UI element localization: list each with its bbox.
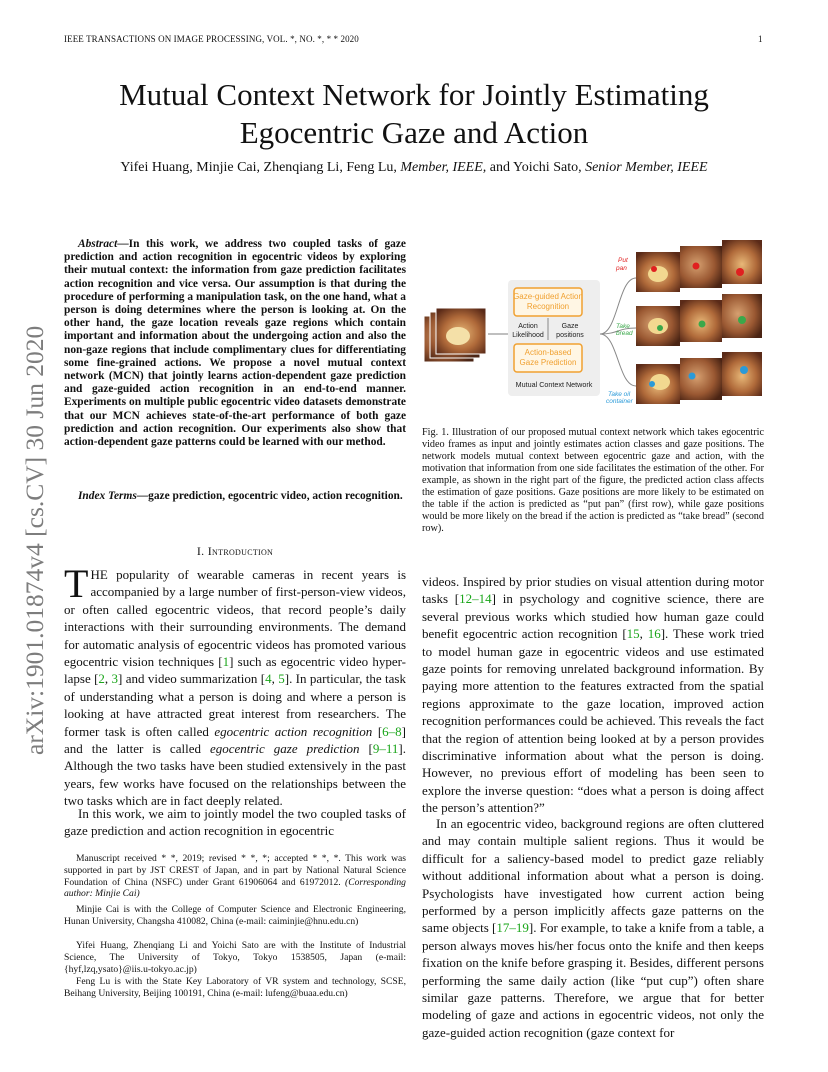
right-paragraph-2 — [422, 815, 764, 1041]
abstract — [64, 238, 406, 449]
label-take-oil: Take oil container — [606, 391, 633, 405]
section-name: Introduction — [207, 544, 274, 558]
text-run: [ — [359, 741, 373, 757]
author-list — [64, 160, 764, 176]
gaze-positions-label: Gaze positions — [556, 323, 584, 339]
frames-row-put-pan — [636, 240, 762, 292]
emphasis: egocentric gaze prediction — [209, 741, 360, 757]
citation-link[interactable]: 9–11 — [372, 741, 399, 757]
paper-title: Mutual Context Network for Jointly Estimating Egocentric Gaze and Action — [119, 77, 709, 150]
emphasis: egocentric action recognition — [214, 723, 373, 739]
input-frames — [424, 308, 486, 362]
drop-cap: T — [64, 561, 89, 606]
frames-row-take-oil — [636, 352, 762, 404]
citation-link[interactable]: 15 — [626, 626, 640, 642]
text-run: , — [271, 671, 279, 687]
page-number: 1 — [758, 34, 763, 44]
index-terms — [64, 490, 406, 503]
label-take-bread: Take bread — [616, 323, 633, 337]
text-run: [ — [372, 723, 383, 739]
intro-paragraph-1 — [64, 561, 407, 810]
footnote-cai: Minjie Cai is with the College of Computer Science and Electronic Engineering, Hunan University, Changsha 410082, China (e-mail: caiminjie@hnu.edu.cn) — [64, 904, 406, 927]
citation-link[interactable]: 17–19 — [496, 920, 529, 936]
citation-link[interactable]: 5 — [278, 671, 285, 687]
text-run: ] in psychology and cognitive science, there are several previous works which studied how human gaze could benefit egocentric action recognition [ — [422, 591, 764, 642]
author-senior-note: Senior Member, IEEE — [585, 160, 708, 175]
citation-link[interactable]: 6–8 — [382, 723, 402, 739]
citation-link[interactable]: 12–14 — [459, 591, 492, 607]
footnote-text: Manuscript received * *, 2019; revised * *, *; accepted * *, *. This work was supported in part by JST CREST of Japan, and in part by National Natural Science Foundation of China (NSFC) under Grant 61906064 and 61972012. — [64, 853, 406, 888]
figure-1 — [422, 236, 764, 412]
citation-link[interactable]: 1 — [222, 654, 230, 670]
section-heading — [64, 544, 406, 559]
index-terms-lead: Index Terms — [78, 490, 137, 502]
abstract-lead: Abstract — [78, 238, 118, 250]
frames-row-take-bread — [636, 294, 762, 346]
text-run: , — [639, 626, 648, 642]
box-top-label: Gaze-guided Action Recognition — [513, 292, 583, 311]
text-run: ]. These work tried to model human gaze in egocentric videos and use estimated gaze points for removing unrelated background information. By paying more attention to the features extracted from the spatial regions approximate to the gaze location, improved action recognition performances could be achieved. This reveals the fact that the region of attention being looked at by a person provides discriminative information about what the person is doing. However, no previous effort of modeling has been seen to explore the inverse question: “does what a person is doing affect the person’s attention?” — [422, 626, 764, 816]
footnote-lu: Feng Lu is with the State Key Laboratory of VR system and technology, SCSE, Beihang University, Beijing 100191, China (e-mail: lufeng@buaa.edu.cn) — [64, 976, 406, 999]
text-run: ] and video summarization [ — [118, 671, 266, 687]
citation-link[interactable]: 16 — [647, 626, 661, 642]
label-put-pan: Put pan — [616, 257, 628, 272]
action-likelihood-label: Action Likelihood — [512, 323, 544, 339]
text-run: In an egocentric video, background regions are often cluttered and may contain multiple salient regions. Thus it would be difficult for a saliency-based model to predict gaze reliably without additional information about what a person is doing. Psychologists have investigated how current action being performed by a person implicitly affects gaze patterns on the same objects [ — [422, 816, 764, 936]
author-member-note: Member, IEEE, — [400, 160, 487, 175]
index-terms-text: —gaze prediction, egocentric video, action recognition. — [136, 490, 403, 502]
author-last: and Yoichi Sato, — [489, 160, 582, 175]
text-run: ] such as egocentric video hyper-lapse [ — [64, 654, 407, 687]
text-run: ]. In particular, the task of understanding what a person is doing and where a person is looking at have attracted great interest from researchers. The former task is often called — [64, 671, 406, 739]
abstract-text: —In this work, we address two coupled tasks of gaze prediction and action recognition in egocentric videos by exploring their mutual context: the information from gaze prediction facilitates action recognition and vice versa. Our assumption is that during the procedure of performing a manipulation task, on the one hand, what a person is doing determines where the person is looking at. On the other hand, the gaze location reveals gaze regions which contain important and information about the undergoing action and also the non-gaze regions that include complimentary clues for differentiating some fine-grained actions. We propose a novel mutual context network (MCN) that jointly learns action-dependent gaze prediction and gaze-guided action recognition in an end-to-end manner. Experiments on multiple public egocentric video datasets demonstrate that our MCN achieves state-of-the-art performance of both gaze prediction and action recognition. Our experiments also show that action-dependent gaze patterns could be learned with our method. — [64, 238, 406, 449]
box-bottom-label: Action-based Gaze Prediction — [519, 348, 577, 367]
text-run: ] and the latter is called — [64, 723, 406, 757]
intro-paragraph-2: In this work, we aim to jointly model the two coupled tasks of gaze prediction and action recognition in egocentric — [64, 806, 406, 839]
network-label: Mutual Context Network — [515, 380, 593, 389]
text-run: HE popularity of wearable cameras in recent years is accompanied by a large number of first-person-view videos, or often called egocentric videos, that record people’s daily interactions with their surrounding environments. The demand for automatic analysis of egocentric videos has promoted various egocentric vision techniques [ — [64, 567, 406, 670]
running-header: IEEE TRANSACTIONS ON IMAGE PROCESSING, VOL. *, NO. *, * * 2020 — [64, 34, 359, 44]
citation-link[interactable]: 2 — [98, 671, 105, 687]
section-number: I. — [196, 544, 208, 558]
footnote-tokyo: Yifei Huang, Zhenqiang Li and Yoichi Sato are with the Institute of Industrial Science, The University of Tokyo, Tokyo 1538505, Japan (e-mail: {hyf,lzq,ysato}@iis.u-tokyo.ac.jp) — [64, 940, 406, 975]
text-run: videos. Inspired by prior studies on visual attention during motor tasks [ — [422, 574, 764, 607]
citation-link[interactable]: 4 — [265, 671, 272, 687]
figure-caption: Fig. 1. Illustration of our proposed mutual context network which takes egocentric video frames as input and jointly estimates action classes and gaze positions. The network models mutual context between egocentric gaze and action, with the motivation that information from one side facilitates the estimation of the other. For example, as shown in the right part of the figure, the predicted action class affects the estimation of gaze positions. Gaze positions are more likely to be estimated on the table if the action is predicted as “put pan” (first row), while gaze positions would be more likely on the bread if the action is predicted as “take bread” (second row). — [422, 427, 764, 534]
footnote-manuscript — [64, 853, 406, 900]
arxiv-stamp: arXiv:1901.01874v4 [cs.CV] 30 Jun 2020 — [20, 325, 49, 755]
footnote-corresponding: (Corresponding author: Minjie Cai) — [64, 876, 406, 900]
text-run: , — [104, 671, 112, 687]
author-names: Yifei Huang, Minjie Cai, Zhenqiang Li, Feng Lu, — [120, 160, 397, 175]
text-run: ]. For example, to take a knife from a table, a person always moves his/her focus onto the knife and then keeps fixation on the knife before grasping it. Besides, different persons performing the same daily action (like “put cup”) often share similar gaze patterns. Therefore, we argue that for better modeling of gaze and actions in egocentric videos, not only the gaze-guided action recognition (gaze context for — [422, 920, 764, 1040]
text-run: ]. Although the two tasks have been studied extensively in the past years, few works have focused on the relationships between the two tasks which are in fact deeply related. — [64, 741, 406, 809]
citation-link[interactable]: 3 — [111, 671, 119, 687]
right-paragraph-1 — [422, 573, 764, 817]
